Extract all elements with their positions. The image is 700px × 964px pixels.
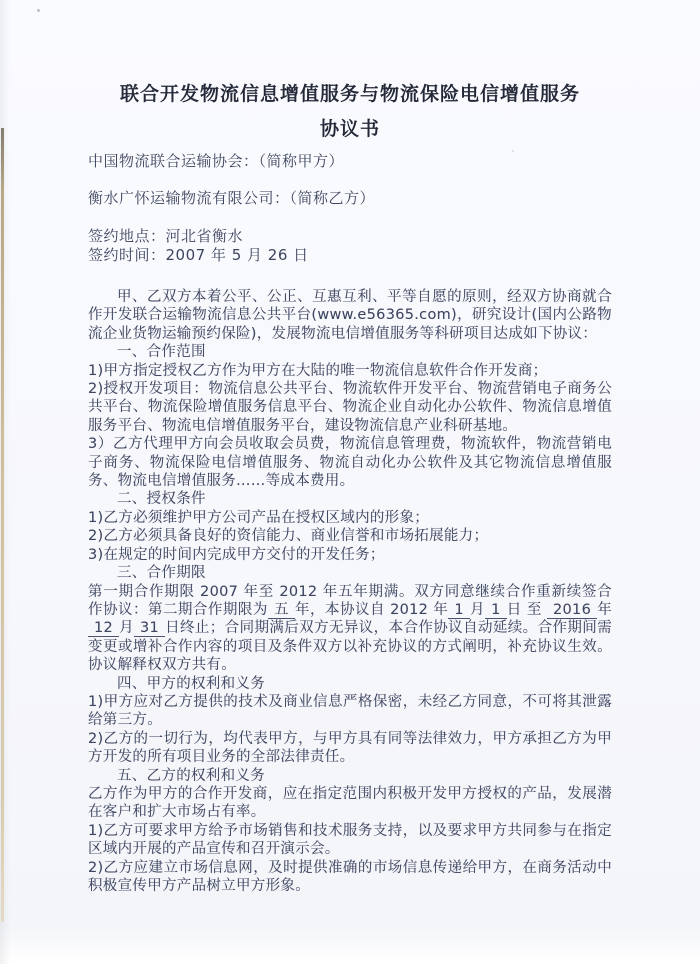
term-blank-end-day: 31: [134, 620, 165, 637]
term-blank-end-month: 12: [89, 620, 119, 637]
section-4-item: 2)乙方的一切行为，均代表甲方，与甲方具有同等法律效力，甲方承担乙方为甲方开发的所有项目业务的全部法律责任。: [88, 730, 612, 766]
term-blank-start-day: 1: [486, 601, 506, 618]
section-5-item: 2)乙方应建立市场信息网，及时提供准确的市场信息传递给甲方，在商务活动中积极宣传甲方产品树立甲方形象。: [88, 859, 612, 894]
section-1-item: 3）乙方代理甲方向会员收取会员费，物流信息管理费，物流软件，物流营销电子商务、物流保险电信增值服务、物流自动化办公软件及其它物流信息增值服务、物流电信增值服务……等成本费用。: [88, 436, 612, 490]
term-text: 日 至: [506, 601, 547, 618]
term-text: 月: [470, 601, 485, 618]
term-text: 第一期合作期限 2007 年至 2012 年五年期满。双方同意继续合作重新续签合作协议：第二期合作期限为: [88, 583, 612, 618]
signing-date-line: 签约时间：2007 年 5 月 26 日: [88, 246, 309, 264]
document-title-line1: 联合开发物流信息增值服务与物流保险电信增值服务: [119, 83, 580, 105]
scan-edge-artifact: [1, 128, 4, 922]
section-4-heading: 四、甲方的权利和义务: [117, 675, 265, 692]
party-a-line: 中国物流联合运输协会：（简称甲方）: [88, 152, 345, 170]
term-text: 年，本协议自 2012 年: [295, 601, 449, 618]
section-1-item: 1)甲方指定授权乙方作为甲方在大陆的唯一物流信息软件合作开发商；: [88, 362, 548, 379]
term-blank-end-year: 2016: [547, 601, 597, 618]
section-5-item: 1)乙方可要求甲方给予市场销售和技术服务支持，以及要求甲方共同参与在指定区域内开展的产品宣传和召开演示会。: [88, 822, 612, 858]
section-2-item: 1)乙方必须维护甲方公司产品在授权区域内的形象；: [88, 509, 430, 526]
document-title-line2: 协议书: [319, 118, 380, 140]
intro-paragraph: 甲、乙双方本着公平、公正、互惠互利、平等自愿的原则，经双方协商就合作开发联合运输物流信息公共平台(www.e56365.com)，研究设计(国内公路物流企业货物运输预约保险)，发展物流电信增值服务等科研项目达成如下协议：: [88, 289, 612, 342]
agreement-body: [88, 288, 612, 895]
term-text: 年: [597, 601, 613, 618]
section-3-paragraph: [88, 583, 612, 675]
scan-speck: [37, 9, 40, 12]
section-3-heading: 三、合作期限: [117, 565, 206, 582]
term-text: 月: [119, 620, 134, 637]
document-content: [88, 82, 612, 895]
section-2-item: 3)在规定的时间内完成甲方交付的开发任务；: [88, 546, 385, 563]
party-b-line: 衡水广怀运输物流有限公司：（简称乙方）: [88, 189, 376, 207]
term-blank-years: 五: [268, 601, 295, 618]
section-5-lead: 乙方作为甲方的合作开发商，应在指定范围内积极开发甲方授权的产品，发展潜在客户和扩大市场占有率。: [88, 785, 612, 821]
term-blank-start-month: 1: [449, 601, 469, 618]
section-2-item: 2)乙方必须具备良好的资信能力、商业信誉和市场拓展能力；: [88, 528, 489, 545]
term-text: 日终止；合同期满后双方无异议，本合作协议自动延续。合作期间需变更或增补合作内容的项目及条件双方以补充协议的方式阐明，补充协议生效。协议解释权双方共有。: [88, 620, 612, 674]
section-4-item: 1)甲方应对乙方提供的技术及商业信息严格保密，未经乙方同意，不可将其泄露给第三方。: [88, 693, 612, 729]
section-5-heading: 五、乙方的权利和义务: [117, 767, 265, 784]
section-1-item: 2)授权开发项目：物流信息公共平台、物流软件开发平台、物流营销电子商务公共平台、物流保险增值服务信息平台、物流企业自动化办公软件、物流信息增值服务平台、物流电信增值服务平台，建设物流信息产业科研基地。: [88, 381, 612, 434]
signing-place-line: 签约地点：河北省衡水: [88, 227, 244, 245]
section-2-heading: 二、授权条件: [117, 491, 206, 508]
section-1-heading: 一、合作范围: [117, 344, 206, 361]
